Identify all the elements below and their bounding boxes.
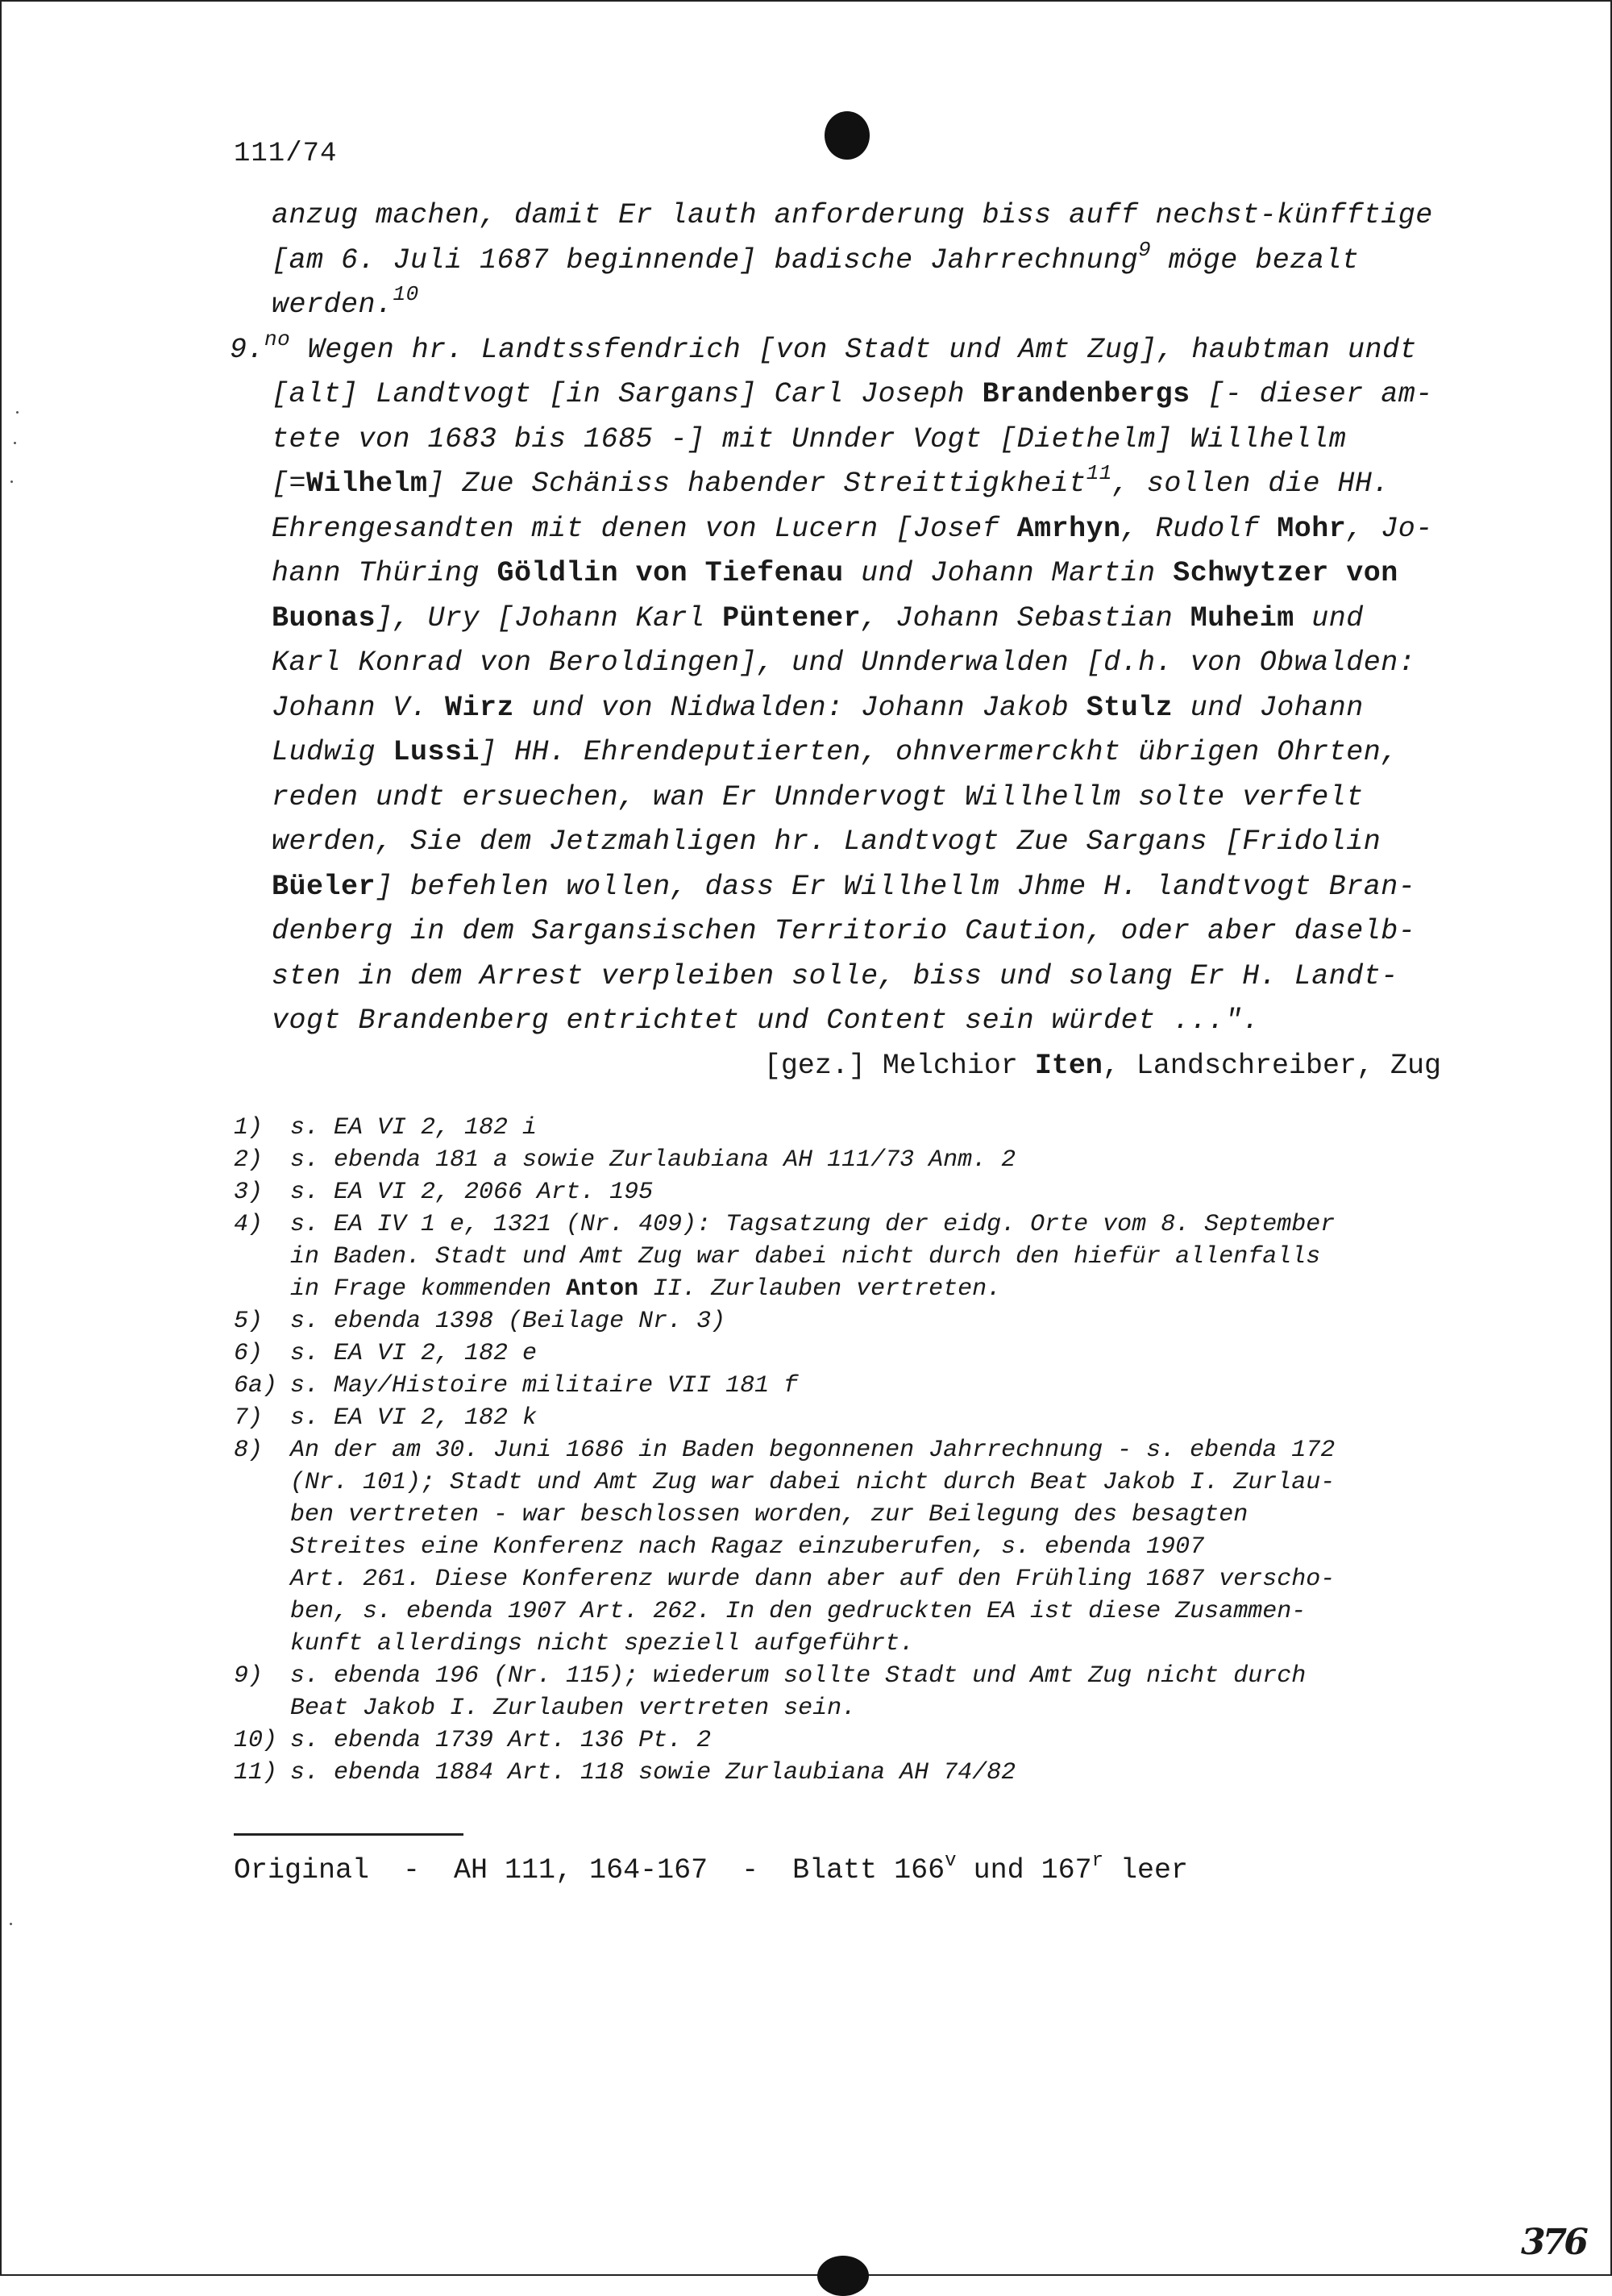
text-span: , Johann Sebastian [861, 601, 1190, 634]
footnote-text: (Nr. 101); Stadt und Amt Zug war dabei nicht durch Beat Jakob I. Zurlau- [290, 1469, 1336, 1496]
text-span: Ehrengesandten mit denen von Lucern [Josef [272, 512, 1017, 545]
footnote-number: 5) [234, 1308, 264, 1335]
footnote-text: in Frage kommenden [290, 1275, 567, 1303]
footnote-text: ben vertreten - war beschlossen worden, zur Beilegung des besagten [290, 1501, 1248, 1529]
footnote-continuation [234, 1563, 1491, 1595]
text-line [230, 865, 1463, 910]
text-span: , Landschreiber, Zug [1102, 1049, 1441, 1082]
page-number-stamp: 376 [1521, 2222, 1585, 2263]
text-span: werden. [272, 289, 393, 321]
item-number: 9. [230, 333, 265, 366]
footnote [234, 1757, 1491, 1789]
text-span: [= [272, 468, 307, 500]
page-reference: 111/74 [234, 139, 338, 169]
footnote [234, 1402, 1491, 1434]
footnote-text: Streites eine Konferenz nach Ragaz einzuberufen, s. ebenda 1907 [290, 1533, 1205, 1561]
footnote-text: s. EA VI 2, 182 k [290, 1404, 538, 1432]
footnote-continuation [234, 1241, 1491, 1273]
text-line [230, 955, 1463, 1000]
footnote [234, 1112, 1491, 1144]
footnote-text: s. EA VI 2, 2066 Art. 195 [290, 1179, 654, 1206]
text-line [230, 551, 1463, 597]
text-line [230, 328, 1463, 373]
text-span: [alt] Landtvogt [in Sargans] Carl Joseph [272, 378, 983, 410]
scan-speck [10, 1923, 12, 1925]
text-span: [gez.] Melchior [763, 1049, 1035, 1082]
text-span: ] befehlen wollen, dass Er Willhellm Jhme H. landtvogt Bran- [376, 870, 1416, 903]
text-span: möge bezalt [1151, 243, 1360, 277]
footnote-text: s. EA VI 2, 182 e [290, 1340, 538, 1367]
punch-hole-bottom [817, 2256, 869, 2296]
person-name: Wilhelm [306, 468, 428, 500]
person-name: Lussi [393, 736, 480, 768]
footnote-text: Art. 261. Diese Konferenz wurde dann aber auf den Frühling 1687 verscho- [290, 1566, 1336, 1593]
person-name: Iten [1034, 1049, 1103, 1082]
text-span: reden undt ersuechen, wan Er Unndervogt Willhellm solte verfelt [272, 780, 1364, 813]
footnote-number: 6) [234, 1340, 264, 1367]
footnote-number: 3) [234, 1179, 264, 1206]
person-name: Mohr [1277, 512, 1347, 545]
footnote-number: 1) [234, 1114, 264, 1142]
footnote-continuation [234, 1466, 1491, 1499]
footnote-text: s. ebenda 181 a sowie Zurlaubiana AH 111/73 Anm. 2 [290, 1146, 1016, 1174]
footnote [234, 1305, 1491, 1337]
person-name: Schwytzer von [1173, 557, 1398, 589]
footnotes [234, 1112, 1491, 1789]
footnote-text: s. EA IV 1 e, 1321 (Nr. 409): Tagsatzung der eidg. Orte vom 8. September [290, 1211, 1336, 1238]
footnote-continuation [234, 1628, 1491, 1660]
text-line [230, 193, 1463, 239]
text-line [230, 999, 1463, 1044]
footnote-number: 6a) [234, 1372, 278, 1400]
footnote-text: II. Zurlauben vertreten. [638, 1275, 1002, 1303]
footnote-text: s. May/Histoire militaire VII 181 f [290, 1372, 799, 1400]
text-line [230, 507, 1463, 552]
verso-sup: v [945, 1850, 957, 1872]
text-line [230, 776, 1463, 821]
main-text [230, 193, 1463, 1088]
footnote-continuation [234, 1692, 1491, 1724]
text-span: vogt Brandenberg entrichtet und Content sein würdet ...". [272, 1004, 1260, 1037]
text-span: ], Ury [Johann Karl [376, 601, 723, 634]
footnote-text: ben, s. ebenda 1907 Art. 262. In den gedruckten EA ist diese Zusammen- [290, 1598, 1307, 1625]
person-name: Göldlin von Tiefenau [496, 557, 844, 589]
footnote-text: s. ebenda 1884 Art. 118 sowie Zurlaubiana AH 74/82 [290, 1759, 1016, 1786]
text-span: hann Thüring [272, 557, 497, 589]
footnote-text: Beat Jakob I. Zurlauben vertreten sein. [290, 1695, 857, 1722]
footnote-ref: 11 [1086, 461, 1112, 485]
footnote-text: s. EA VI 2, 182 i [290, 1114, 538, 1142]
footnote-text: kunft allerdings nicht speziell aufgeführt. [290, 1630, 915, 1658]
text-span: Johann V. [272, 691, 446, 724]
footnote [234, 1724, 1491, 1757]
text-span: Karl Konrad von Beroldingen], und Unnderwalden [d.h. von Obwalden: [272, 647, 1416, 679]
text-span: und 167 [956, 1854, 1092, 1886]
footnote-number: 2) [234, 1146, 264, 1174]
footnote-ref: 9 [1138, 237, 1152, 262]
footnote-number: 11) [234, 1759, 278, 1786]
text-span: , Rudolf [1120, 512, 1278, 545]
text-line [230, 462, 1463, 507]
text-line [230, 730, 1463, 776]
footnote-number: 10) [234, 1727, 278, 1754]
text-span: und [1294, 601, 1364, 634]
text-span: denberg in dem Sargansischen Territorio Caution, oder aber daselb- [272, 915, 1416, 947]
footnote-text: s. ebenda 1398 (Beilage Nr. 3) [290, 1308, 726, 1335]
text-span: , Jo- [1346, 512, 1433, 545]
text-line [230, 597, 1463, 642]
footnote [234, 1660, 1491, 1692]
footnote [234, 1208, 1491, 1241]
text-line [230, 686, 1463, 731]
scan-speck [14, 442, 16, 444]
text-span: Ludwig [272, 736, 393, 768]
text-line [230, 418, 1463, 463]
text-line [230, 641, 1463, 686]
footnote-number: 9) [234, 1662, 264, 1690]
text-span: [- dieser am- [1190, 378, 1433, 410]
footnote-continuation [234, 1273, 1491, 1305]
text-line [230, 909, 1463, 955]
footnote-divider [234, 1833, 463, 1836]
text-span: sten in dem Arrest verpleiben solle, biss und solang Er H. Landt- [272, 959, 1398, 992]
footnote-ref: 10 [393, 282, 419, 306]
footnote [234, 1176, 1491, 1208]
footnote-continuation [234, 1531, 1491, 1563]
person-name: Amrhyn [1016, 512, 1121, 545]
text-span: tete von 1683 bis 1685 -] mit Unnder Vogt [Diethelm] Willhellm [272, 422, 1347, 455]
text-span: ] Zue Schäniss habender Streittigkheit [427, 468, 1086, 500]
text-span: und von Nidwalden: Johann Jakob [514, 691, 1086, 724]
footnote [234, 1434, 1491, 1466]
text-line [230, 239, 1463, 284]
person-name: Büeler [272, 870, 376, 903]
text-span: Wegen hr. Landtssfendrich [von Stadt und Amt Zug], haubtman undt [290, 333, 1417, 366]
text-span: anzug machen, damit Er lauth anforderung biss auff nechst-künfftige [272, 199, 1433, 231]
footnote-text: An der am 30. Juni 1686 in Baden begonnenen Jahrrechnung - s. ebenda 172 [290, 1437, 1336, 1464]
footnote-number: 8) [234, 1437, 264, 1464]
recto-sup: r [1091, 1850, 1103, 1872]
text-span: ] HH. Ehrendeputierten, ohnvermerckht übrigen Ohrten, [480, 736, 1398, 768]
text-line [230, 372, 1463, 418]
person-name: Püntener [722, 601, 862, 634]
person-name: Brandenbergs [982, 378, 1190, 410]
person-name: Stulz [1086, 691, 1174, 724]
text-span: Original - AH 111, 164-167 - Blatt 166 [234, 1854, 945, 1886]
person-name: Wirz [445, 691, 515, 724]
footnote [234, 1337, 1491, 1370]
footnote [234, 1370, 1491, 1402]
text-span: und Johann Martin [843, 557, 1174, 589]
footnote-number: 4) [234, 1211, 264, 1238]
text-span: , sollen die HH. [1111, 468, 1390, 500]
scan-speck [10, 480, 13, 483]
person-name: Anton [566, 1275, 639, 1303]
person-name: Muheim [1190, 601, 1294, 634]
signature-line [230, 1044, 1463, 1088]
footnote-continuation [234, 1499, 1491, 1531]
text-span: leer [1103, 1854, 1189, 1886]
footnote-number: 7) [234, 1404, 264, 1432]
text-span: und Johann [1173, 691, 1364, 724]
text-line [230, 283, 1463, 328]
text-span: [am 6. Juli 1687 beginnende] badische Jahrrechnung [272, 243, 1139, 277]
punch-hole-top [825, 111, 870, 160]
person-name: Buonas [272, 601, 376, 634]
footnote-text: in Baden. Stadt und Amt Zug war dabei nicht durch den hiefür allenfalls [290, 1243, 1321, 1271]
source-line [234, 1850, 1189, 1886]
footnote-text: s. ebenda 196 (Nr. 115); wiederum sollte Stadt und Amt Zug nicht durch [290, 1662, 1307, 1690]
footnote-text: s. ebenda 1739 Art. 136 Pt. 2 [290, 1727, 712, 1754]
scan-speck [16, 411, 19, 414]
text-span: werden, Sie dem Jetzmahligen hr. Landtvogt Zue Sargans [Fridolin [272, 826, 1381, 858]
footnote [234, 1144, 1491, 1176]
footnote-continuation [234, 1595, 1491, 1628]
ordinal-sup: no [264, 327, 291, 351]
text-line [230, 820, 1463, 865]
